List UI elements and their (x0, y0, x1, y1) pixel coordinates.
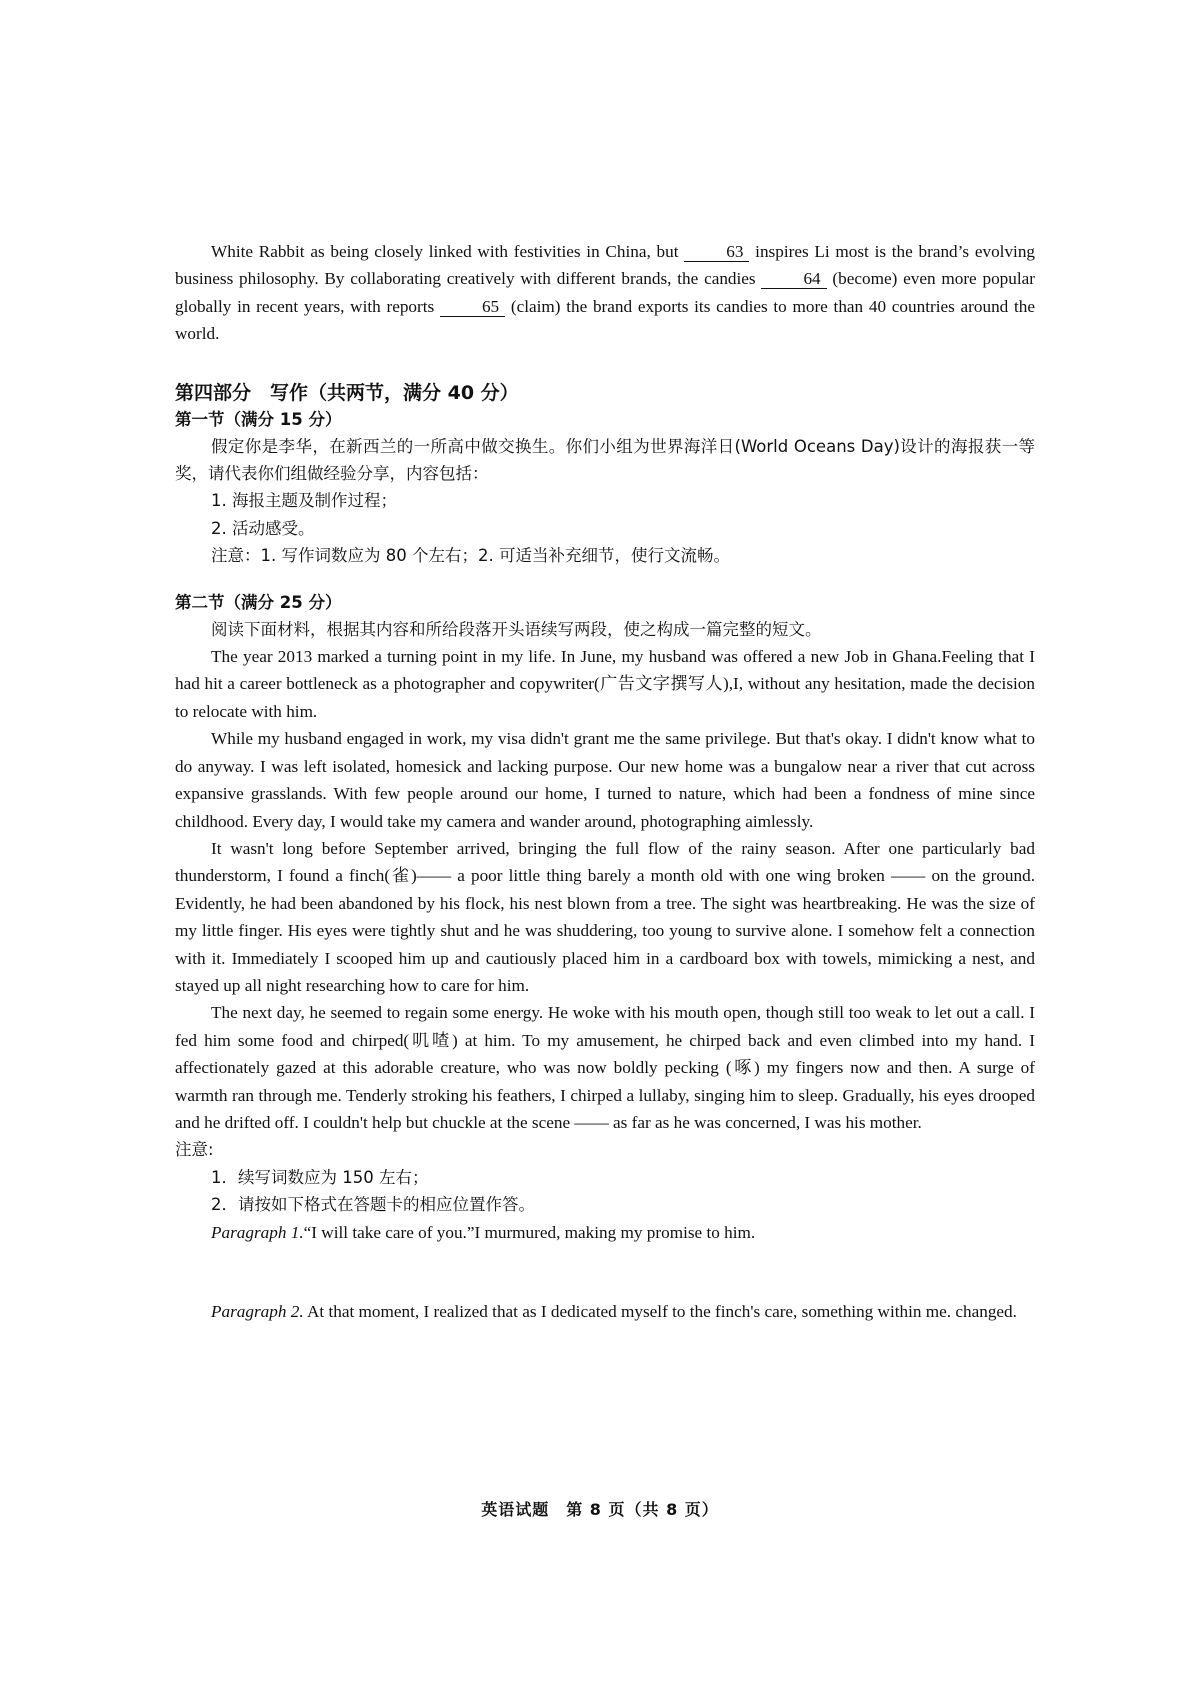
blank-64: 64 (761, 270, 826, 289)
section1-title: 第一节（满分 15 分） (175, 409, 342, 429)
section2-prompt: 阅读下面材料，根据其内容和所给段落开头语续写两段，使之构成一篇完整的短文。 (211, 619, 822, 639)
story-paragraph: While my husband engaged in work, my visa didn't grant me the same privilege. But that's okay. I didn't know what to do anyway. I was left isolated, homesick and lacking purpose. Our new home was a bungalow near a river that cut across expansive grasslands. With few people around our home, I turned to nature, which had been a fondness of mine since childhood. Every day, I would take my camera and wander around, photographing aimlessly. (175, 729, 1035, 831)
part-title: 第四部分 写作（共两节，满分 40 分） (175, 381, 519, 404)
exam-page (175, 238, 1035, 1325)
blank-65: 65 (440, 298, 505, 317)
paragraph1-starter (175, 1219, 1035, 1246)
page-footer: 英语试题 第 8 页（共 8 页） (481, 1500, 719, 1519)
paragraph1-label: Paragraph 1. (211, 1222, 304, 1242)
paragraph1-text: “I will take care of you.”I murmured, making my promise to him. (303, 1222, 756, 1242)
section1-prompt: 假定你是李华，在新西兰的一所高中做交换生。你们小组为世界海洋日(World Oceans Day)设计的海报获一等奖，请代表你们组做经验分享，内容包括： (175, 436, 1035, 484)
notes-label: 注意: (175, 1140, 214, 1160)
paragraph2-label: Paragraph 2. (211, 1302, 304, 1321)
paragraph2-starter (175, 1298, 1035, 1325)
blank-63: 63 (684, 243, 749, 262)
section1-item: 2. 活动感受。 (211, 518, 315, 538)
note-item: 2．请按如下格式在答题卡的相应位置作答。 (211, 1195, 535, 1215)
text-run: (become) even more popular globally in recent years, with reports (175, 269, 1035, 316)
text-run: White Rabbit as being closely linked with festivities in China, but (211, 242, 685, 261)
story-paragraph: The year 2013 marked a turning point in my life. In June, my husband was offered a new Job in Ghana.Feeling that I had hit a career bottleneck as a photographer and copywriter(广告文字撰写人),I, without any hesitation, made the decision to relocate with him. (175, 647, 1035, 721)
story-paragraph: The next day, he seemed to regain some energy. He woke with his mouth open, though still too weak to let out a call. I fed him some food and chirped(叽喳) at him. To my amusement, he chirped back and even climbed into my hand. I affectionately gazed at this adorable creature, who was now boldly pecking (啄) my fingers now and then. A surge of warmth ran through me. Tenderly stroking his feathers, I chirped a lullaby, singing him to sleep. Gradually, his eyes drooped and he drifted off. I couldn't help but chuckle at the scene —— as far as he was concerned, I was his mother. (175, 1003, 1035, 1132)
text-run: (claim) the brand exports its candies to more than 40 countries around the world. (175, 296, 1035, 344)
section1-note: 注意：1. 写作词数应为 80 个左右；2. 可适当补充细节，使行文流畅。 (211, 546, 730, 566)
section2-title: 第二节（满分 25 分） (175, 592, 342, 612)
passage-continuation (175, 238, 1035, 348)
paragraph2-text: At that moment, I realized that as I dedicated myself to the finch's care, something within me. changed. (303, 1302, 1017, 1321)
section1-item: 1. 海报主题及制作过程； (211, 491, 397, 511)
note-item: 1．续写词数应为 150 左右； (211, 1167, 429, 1187)
story-paragraph: It wasn't long before September arrived, bringing the full flow of the rainy season. After one particularly bad thunderstorm, I found a finch(雀)—— a poor little thing barely a month old with one wing broken —— on the ground. Evidently, he had been abandoned by his flock, his nest blown from a tree. The sight was heartbreaking. He was the size of my little finger. His eyes were tightly shut and he was shuddering, too young to survive alone. I somehow felt a connection with it. Immediately I scooped him up and cautiously placed him in a cardboard box with towels, mimicking a nest, and stayed up all night researching how to care for him. (175, 838, 1035, 995)
text-run: inspires Li most is the brand’s evolving business philosophy. By collaborating creatively with different brands, the candies (175, 242, 1036, 289)
